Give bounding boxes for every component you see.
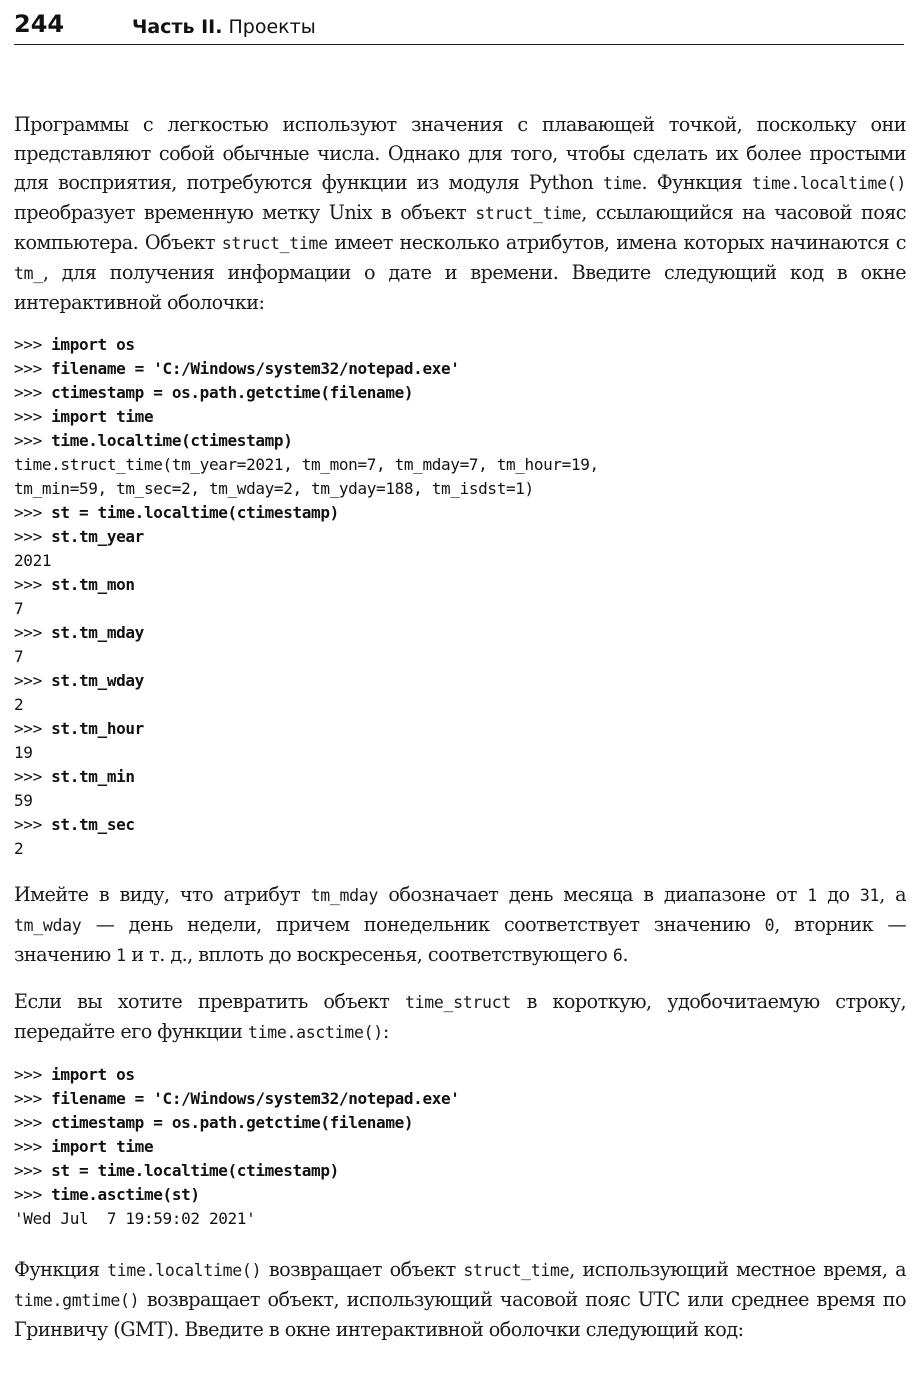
part-name: Проекты — [228, 16, 316, 38]
code-block-localtime — [14, 333, 599, 861]
paragraph-text: Если вы хотите превратить объект — [14, 990, 405, 1013]
inline-code: 31 — [859, 886, 880, 905]
inline-code: time_struct — [404, 993, 511, 1012]
paragraph-text: , а — [879, 883, 907, 906]
code-input: import os — [51, 1065, 135, 1084]
paragraph-text: Функция — [14, 1258, 108, 1281]
code-input: import time — [51, 1137, 154, 1156]
paragraph-text: преобразует временную метку Unix в объект — [14, 201, 476, 224]
paragraph-text: имеет несколько атрибутов, имена которых начинаются с — [327, 231, 906, 254]
paragraph-intro — [14, 110, 906, 317]
code-output: time.struct_time(tm_year=2021, tm_mon=7, tm_mday=7, tm_hour=19, — [14, 455, 599, 474]
paragraph-attributes — [14, 880, 906, 970]
code-output: 7 — [14, 647, 24, 666]
repl-prompt: >>> — [14, 1065, 52, 1084]
repl-prompt: >>> — [14, 767, 52, 786]
inline-code: tm_wday — [14, 916, 82, 935]
repl-prompt: >>> — [14, 407, 52, 426]
code-line — [14, 525, 599, 549]
inline-code: time.gmtime() — [14, 1291, 140, 1310]
code-line — [14, 357, 599, 381]
code-input: ctimestamp = os.path.getctime(filename) — [51, 383, 414, 402]
code-input: st.tm_year — [51, 527, 144, 546]
code-input: filename = 'C:/Windows/system32/notepad.exe' — [51, 1089, 460, 1108]
inline-code: tm_ — [14, 264, 43, 283]
code-line — [14, 501, 599, 525]
code-input: st = time.localtime(ctimestamp) — [51, 1161, 339, 1180]
code-line — [14, 669, 599, 693]
paragraph-text: в короткую, удобочитаемую строку, передайте его функции — [14, 990, 906, 1043]
code-output: 2 — [14, 839, 24, 858]
code-line — [14, 1135, 460, 1159]
page-number: 244 — [14, 10, 65, 38]
code-line — [14, 813, 599, 837]
repl-prompt: >>> — [14, 383, 52, 402]
paragraph-asctime — [14, 987, 906, 1047]
part-label: Часть II. — [132, 16, 223, 38]
repl-prompt: >>> — [14, 719, 52, 738]
inline-code: 1 — [116, 946, 126, 965]
code-line — [14, 741, 599, 765]
paragraph-text: , вторник — значению — [14, 913, 906, 966]
repl-prompt: >>> — [14, 359, 52, 378]
paragraph-text: Программы с легкостью используют значения с плавающей точкой, поскольку они представляют собой обычные числа. Однако для того, чтобы сделать их более простыми для восприятия, потребуются функции из модуля Python — [14, 113, 906, 194]
paragraph-text: , для получения информации о дате и времени. Введите следующий код в окне интерактивной оболочки: — [14, 261, 906, 314]
code-output: 'Wed Jul 7 19:59:02 2021' — [14, 1209, 256, 1228]
code-line — [14, 381, 599, 405]
repl-prompt: >>> — [14, 671, 52, 690]
running-header — [14, 8, 904, 45]
code-line — [14, 645, 599, 669]
code-line — [14, 765, 599, 789]
code-line — [14, 1111, 460, 1135]
code-input: ctimestamp = os.path.getctime(filename) — [51, 1113, 414, 1132]
inline-code: time.localtime() — [751, 174, 906, 193]
code-line — [14, 1183, 460, 1207]
code-line — [14, 1159, 460, 1183]
code-line — [14, 717, 599, 741]
code-line — [14, 453, 599, 477]
code-input: import time — [51, 407, 154, 426]
repl-prompt: >>> — [14, 335, 52, 354]
paragraph-text: обозначает день месяца в диапазоне от — [378, 883, 808, 906]
code-line — [14, 573, 599, 597]
code-line — [14, 333, 599, 357]
code-output: 7 — [14, 599, 24, 618]
repl-prompt: >>> — [14, 1161, 52, 1180]
paragraph-text: — день недели, причем понедельник соответствует значению — [81, 913, 765, 936]
repl-prompt: >>> — [14, 527, 52, 546]
code-line — [14, 789, 599, 813]
repl-prompt: >>> — [14, 1113, 52, 1132]
code-input: filename = 'C:/Windows/system32/notepad.exe' — [51, 359, 460, 378]
inline-code: tm_mday — [310, 886, 379, 905]
code-input: time.localtime(ctimestamp) — [51, 431, 293, 450]
paragraph-text: до — [816, 883, 860, 906]
code-line — [14, 1063, 460, 1087]
repl-prompt: >>> — [14, 1089, 52, 1108]
paragraph-text: Имейте в виду, что атрибут — [14, 883, 311, 906]
code-line — [14, 1087, 460, 1111]
inline-code: time — [602, 174, 642, 193]
inline-code: 0 — [764, 916, 775, 935]
repl-prompt: >>> — [14, 1185, 52, 1204]
code-line — [14, 549, 599, 573]
repl-prompt: >>> — [14, 1137, 52, 1156]
code-block-asctime — [14, 1063, 460, 1231]
code-input: st = time.localtime(ctimestamp) — [51, 503, 339, 522]
code-line — [14, 693, 599, 717]
code-input: st.tm_mon — [51, 575, 135, 594]
inline-code: struct_time — [475, 204, 582, 223]
inline-code: time.localtime() — [107, 1261, 262, 1280]
code-input: import os — [51, 335, 135, 354]
paragraph-text: и т. д., вплоть до воскресенья, соответствующего — [125, 943, 613, 966]
paragraph-text: , использующий местное время, а — [569, 1258, 906, 1281]
inline-code: 1 — [807, 886, 817, 905]
code-input: st.tm_hour — [51, 719, 144, 738]
paragraph-gmtime — [14, 1255, 906, 1344]
code-output: 59 — [14, 791, 33, 810]
code-output: 2021 — [14, 551, 52, 570]
inline-code: time.asctime() — [247, 1023, 383, 1042]
repl-prompt: >>> — [14, 503, 52, 522]
paragraph-text: . — [622, 943, 629, 966]
inline-code: struct_time — [221, 234, 328, 253]
code-input: st.tm_min — [51, 767, 135, 786]
repl-prompt: >>> — [14, 575, 52, 594]
code-line — [14, 621, 599, 645]
paragraph-text: , ссылающийся на часовой пояс компьютера. Объект — [14, 201, 906, 254]
code-input: st.tm_wday — [51, 671, 144, 690]
inline-code: 6 — [612, 946, 623, 965]
code-input: st.tm_mday — [51, 623, 144, 642]
paragraph-text: . Функция — [641, 171, 752, 194]
inline-code: struct_time — [463, 1261, 570, 1280]
part-title — [132, 16, 316, 38]
code-line — [14, 477, 599, 501]
repl-prompt: >>> — [14, 815, 52, 834]
code-line — [14, 1207, 460, 1231]
code-output: tm_min=59, tm_sec=2, tm_wday=2, tm_yday=188, tm_isdst=1) — [14, 479, 534, 498]
repl-prompt: >>> — [14, 623, 52, 642]
paragraph-text: : — [382, 1020, 389, 1043]
paragraph-text: возвращает объект — [261, 1258, 464, 1281]
code-line — [14, 597, 599, 621]
code-line — [14, 429, 599, 453]
code-line — [14, 837, 599, 861]
code-output: 2 — [14, 695, 24, 714]
code-input: st.tm_sec — [51, 815, 135, 834]
code-line — [14, 405, 599, 429]
paragraph-text: возвращает объект, использующий часовой пояс UTC или среднее время по Гринвичу (GMT). Введите в окне интерактивной оболочки следующий код: — [14, 1288, 906, 1341]
code-input: time.asctime(st) — [51, 1185, 200, 1204]
code-output: 19 — [14, 743, 33, 762]
repl-prompt: >>> — [14, 431, 52, 450]
